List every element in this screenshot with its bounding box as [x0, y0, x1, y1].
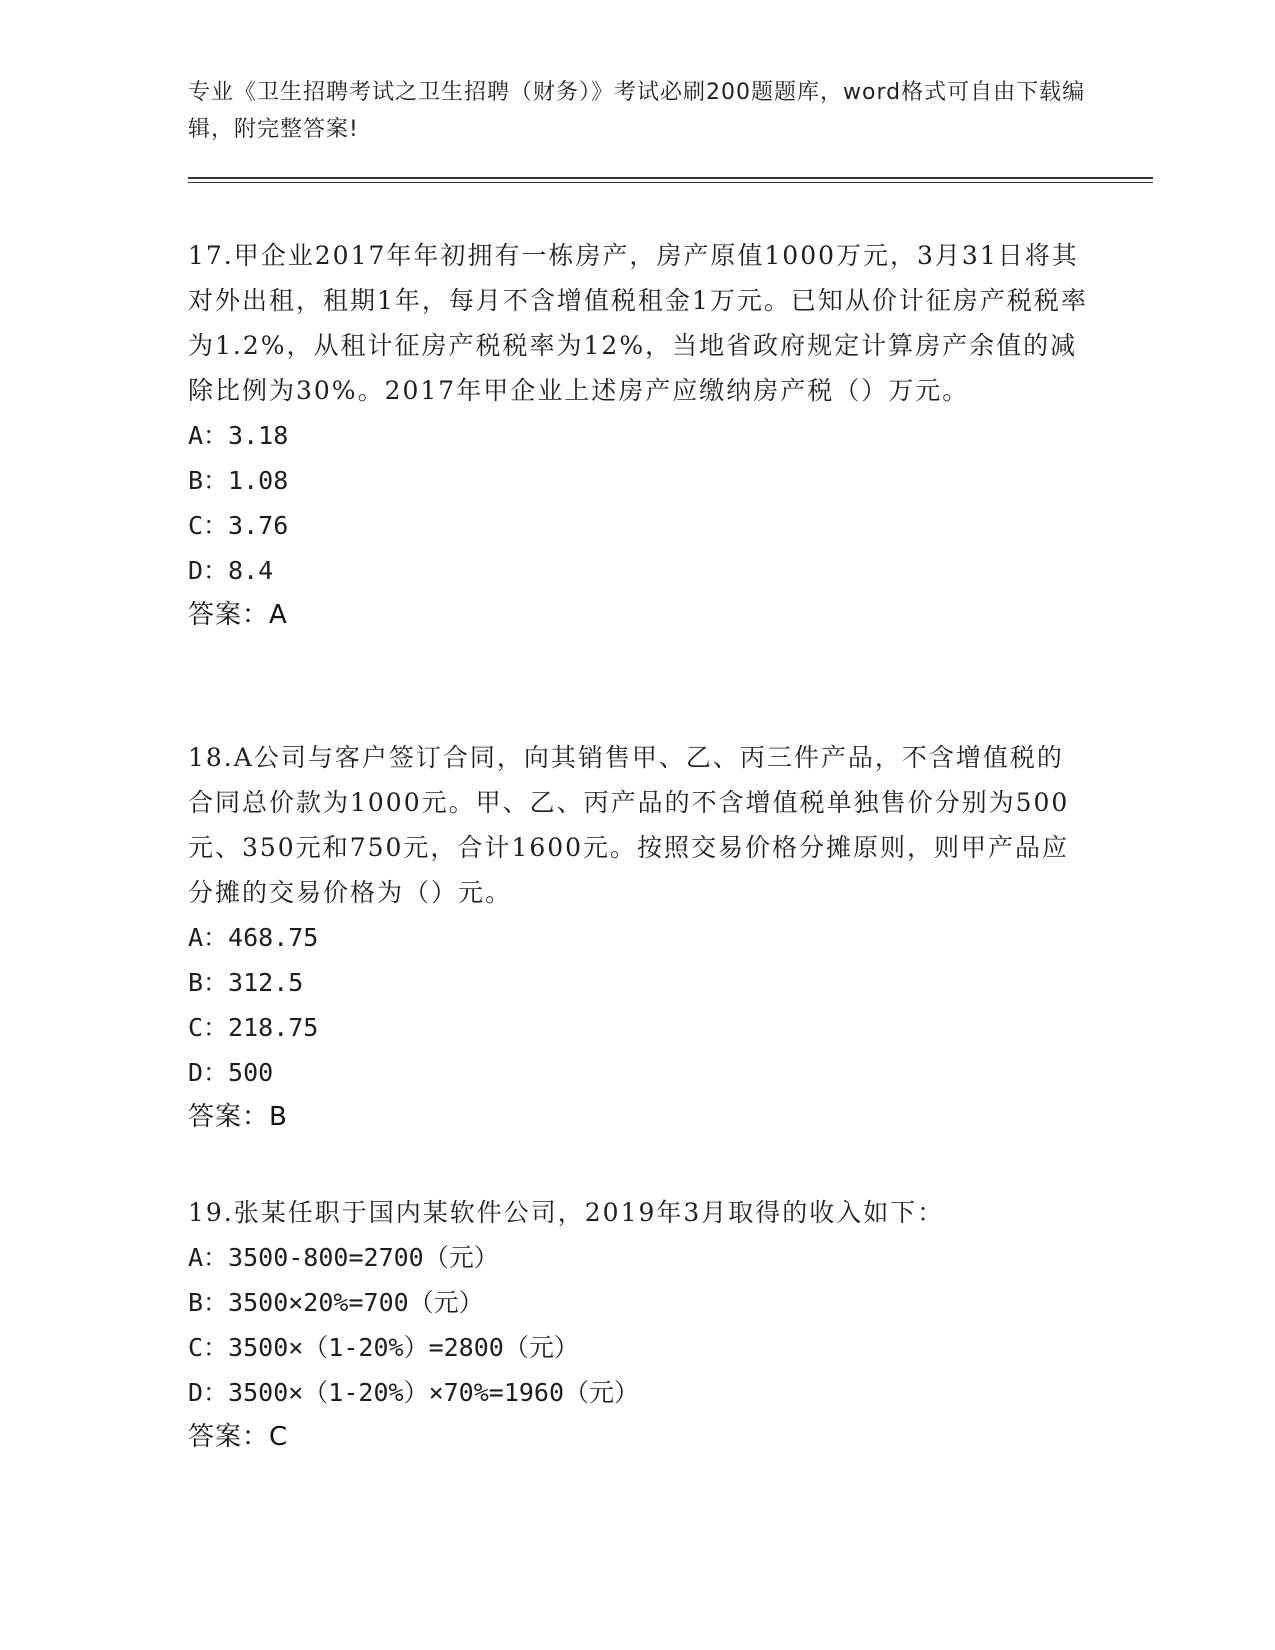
document-header: 专业《卫生招聘考试之卫生招聘（财务）》考试必刷200题题库，word格式可自由下载编辑，附完整答案! [188, 80, 1086, 142]
answer-line: 答案：A [188, 600, 288, 630]
question-17 [188, 233, 1088, 638]
option-b: B：312.5 [188, 968, 304, 997]
option-d: D：500 [188, 1058, 274, 1087]
option-a: A：3500-800=2700（元） [188, 1243, 499, 1272]
option-b: B：3500×20%=700（元） [188, 1288, 484, 1317]
answer-line: 答案：B [188, 1102, 288, 1132]
option-c: C：3.76 [188, 511, 289, 540]
question-stem: 17.甲企业2017年年初拥有一栋房产，房产原值1000万元，3月31日将其对外出租，租期1年，每月不含增值税租金1万元。已知从价计征房产税税率为1.2%，从租计征房产税税率为12%，当地省政府规定计算房产余值的减除比例为30%。2017年甲企业上述房产应缴纳房产税（）万元。 [188, 241, 1088, 405]
option-a: A：468.75 [188, 923, 319, 952]
question-stem: 18.A公司与客户签订合同，向其销售甲、乙、丙三件产品，不含增值税的合同总价款为1000元。甲、乙、丙产品的不含增值税单独售价分别为500元、350元和750元，合计1600元。按照交易价格分摊原则，则甲产品应分摊的交易价格为（）元。 [188, 743, 1070, 907]
header-divider [188, 177, 1153, 179]
question-19 [188, 1190, 1088, 1460]
option-c: C：3500×（1-20%）=2800（元） [188, 1333, 579, 1362]
option-d: D：8.4 [188, 556, 274, 585]
question-stem: 19.张某任职于国内某软件公司，2019年3月取得的收入如下： [188, 1198, 945, 1227]
option-c: C：218.75 [188, 1013, 319, 1042]
option-d: D：3500×（1-20%）×70%=1960（元） [188, 1378, 640, 1407]
header-divider-thin [188, 182, 1153, 183]
option-a: A：3.18 [188, 421, 289, 450]
question-18 [188, 735, 1088, 1140]
option-b: B：1.08 [188, 466, 289, 495]
answer-line: 答案：C [188, 1422, 289, 1452]
